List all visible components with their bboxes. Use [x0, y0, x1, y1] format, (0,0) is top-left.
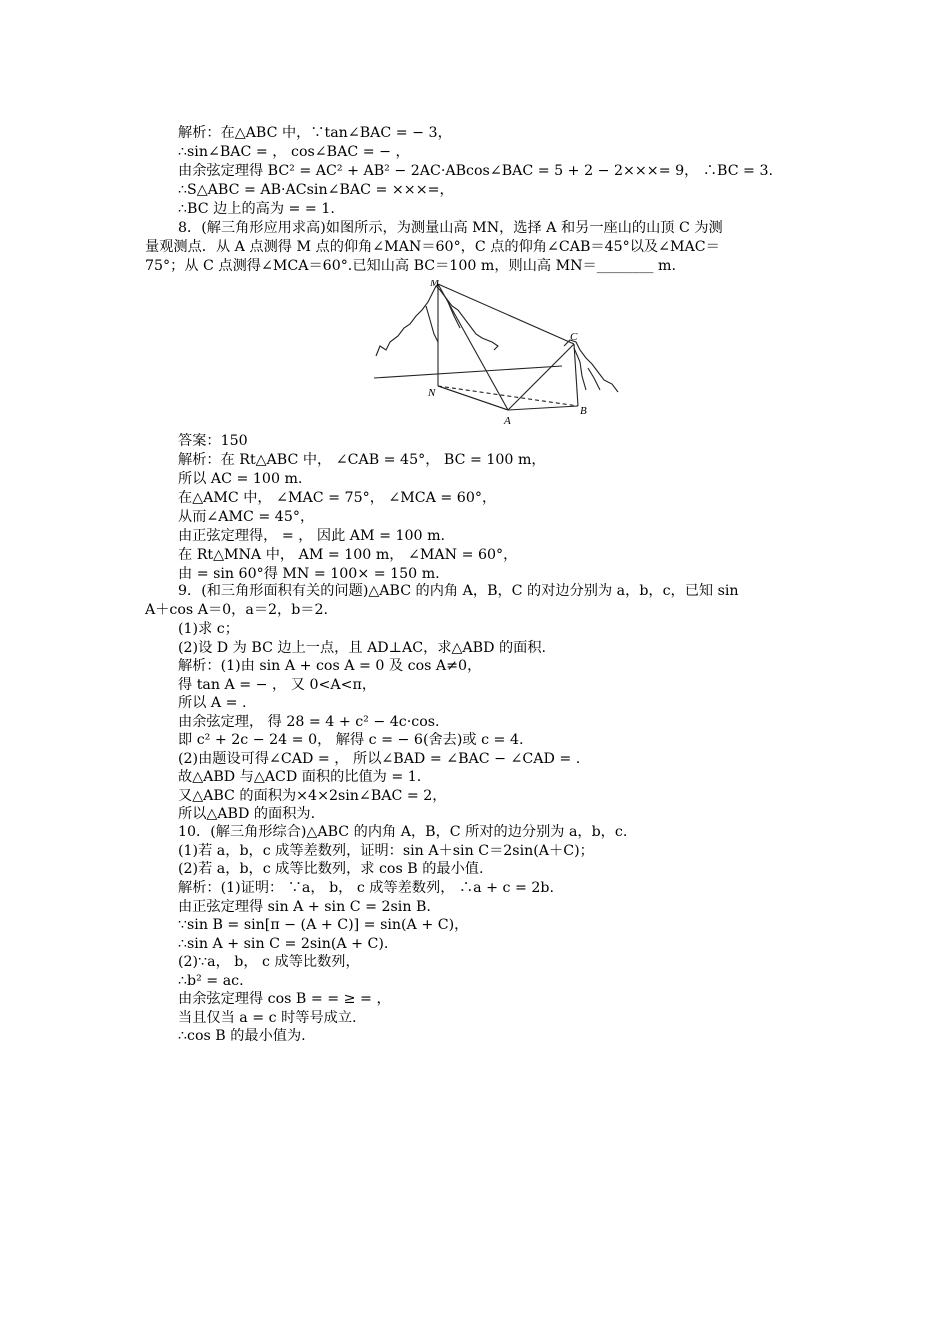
- sol8-line-8: 由 = sin 60°得 MN = 100× = 150 m.: [178, 566, 440, 582]
- sol10-line-7: 由余弦定理得 cos B = = ≥ = ，: [178, 991, 391, 1007]
- q9-line-1: 9．(和三角形面积有关的问题)△ABC 的内角 A，B，C 的对边分别为 a，b，c，已知 sin: [178, 583, 739, 599]
- sol8-line-3: 所以 AC = 100 m.: [178, 471, 303, 487]
- sol7-line-2: ∴sin∠BAC = ， cos∠BAC = − ，: [178, 144, 410, 160]
- sol8-line-2: 解析：在 Rt△ABC 中， ∠CAB = 45°， BC = 100 m，: [178, 452, 546, 468]
- mountain-figure: [368, 280, 628, 428]
- sol10-line-8: 当且仅当 a = c 时等号成立.: [178, 1010, 357, 1026]
- sol9-line-3: 所以 A = .: [178, 695, 247, 711]
- sol9-line-9: 所以△ABD 的面积为.: [178, 806, 316, 822]
- q10-line-2: (1)若 a，b，c 成等差数列，证明：sin A＋sin C＝2sin(A＋C)；: [178, 843, 594, 859]
- label-c: C: [570, 331, 578, 343]
- left-mountain-outline: [376, 286, 498, 356]
- sol7-line-1: 解析：在△ABC 中，∵tan∠BAC = − 3，: [178, 125, 452, 141]
- label-n: N: [428, 387, 436, 399]
- right-mountain-outline: [564, 340, 618, 392]
- label-m: M: [430, 280, 440, 289]
- q9-line-4: (2)设 D 为 BC 边上一点，且 AD⊥AC，求△ABD 的面积.: [178, 640, 547, 656]
- sol9-line-6: (2)由题设可得∠CAD = ， 所以∠BAD = ∠BAC − ∠CAD = .: [178, 751, 581, 767]
- sol9-line-4: 由余弦定理， 得 28 = 4 + c² − 4c·cos.: [178, 714, 440, 730]
- q9-line-2: A＋cos A＝0，a＝2，b＝2.: [145, 602, 329, 618]
- sol7-line-4: ∴S△ABC = AB·ACsin∠BAC = ×××=，: [178, 182, 454, 198]
- sol9-line-7: 故△ABD 与△ACD 面积的比值为 = 1.: [178, 769, 422, 785]
- q9-line-3: (1)求 c；: [178, 621, 239, 637]
- q8-line-3: 75°；从 C 点测得∠MCA＝60°.已知山高 BC＝100 m，则山高 MN＝________ m.: [145, 258, 676, 274]
- sol8-line-6: 由正弦定理得， = ， 因此 AM = 100 m.: [178, 528, 446, 544]
- sol9-line-8: 又△ABC 的面积为×4×2sin∠BAC = 2，: [178, 788, 447, 804]
- sol8-line-1: 答案：150: [178, 433, 248, 449]
- sol8-line-5: 从而∠AMC = 45°，: [178, 509, 315, 525]
- sol10-line-9: ∴cos B 的最小值为.: [178, 1028, 306, 1044]
- sol10-line-2: 由正弦定理得 sin A + sin C = 2sin B.: [178, 899, 431, 915]
- sol9-line-1: 解析：(1)由 sin A + cos A = 0 及 cos A≠0，: [178, 658, 482, 674]
- q8-line-2: 量观测点．从 A 点测得 M 点的仰角∠MAN＝60°，C 点的仰角∠CAB＝45°以及∠MAC＝: [145, 239, 720, 255]
- sol7-line-3: 由余弦定理得 BC² = AC² + AB² − 2AC·ABcos∠BAC = 5 + 2 − 2×××= 9， ∴BC = 3.: [178, 163, 773, 179]
- sol10-line-6: ∴b² = ac.: [178, 973, 244, 989]
- sol10-line-4: ∴sin A + sin C = 2sin(A + C).: [178, 936, 389, 952]
- q10-line-3: (2)若 a，b，c 成等比数列，求 cos B 的最小值.: [178, 861, 484, 877]
- sol7-line-5: ∴BC 边上的高为 = = 1.: [178, 201, 335, 217]
- sol8-line-4: 在△AMC 中， ∠MAC = 75°， ∠MCA = 60°，: [178, 490, 497, 506]
- sol10-line-3: ∵sin B = sin[π − (A + C)] = sin(A + C)，: [178, 917, 469, 933]
- q10-line-1: 10．(解三角形综合)△ABC 的内角 A，B，C 所对的边分别为 a，b，c.: [178, 824, 628, 840]
- sol10-line-5: (2)∵a， b， c 成等比数列，: [178, 954, 360, 970]
- sol8-line-7: 在 Rt△MNA 中， AM = 100 m， ∠MAN = 60°，: [178, 547, 518, 563]
- sol9-line-5: 即 c² + 2c − 24 = 0， 解得 c = − 6(舍去)或 c = 4.: [178, 732, 524, 748]
- label-b: B: [580, 405, 587, 417]
- sol9-line-2: 得 tan A = − ， 又 0<A<π，: [178, 677, 377, 693]
- sol10-line-1: 解析：(1)证明： ∵a， b， c 成等差数列， ∴a + c = 2b.: [178, 880, 554, 896]
- label-a: A: [504, 415, 511, 427]
- q8-line-1: 8．(解三角形应用求高)如图所示，为测量山高 MN，选择 A 和另一座山的山顶 C 为测: [178, 220, 723, 236]
